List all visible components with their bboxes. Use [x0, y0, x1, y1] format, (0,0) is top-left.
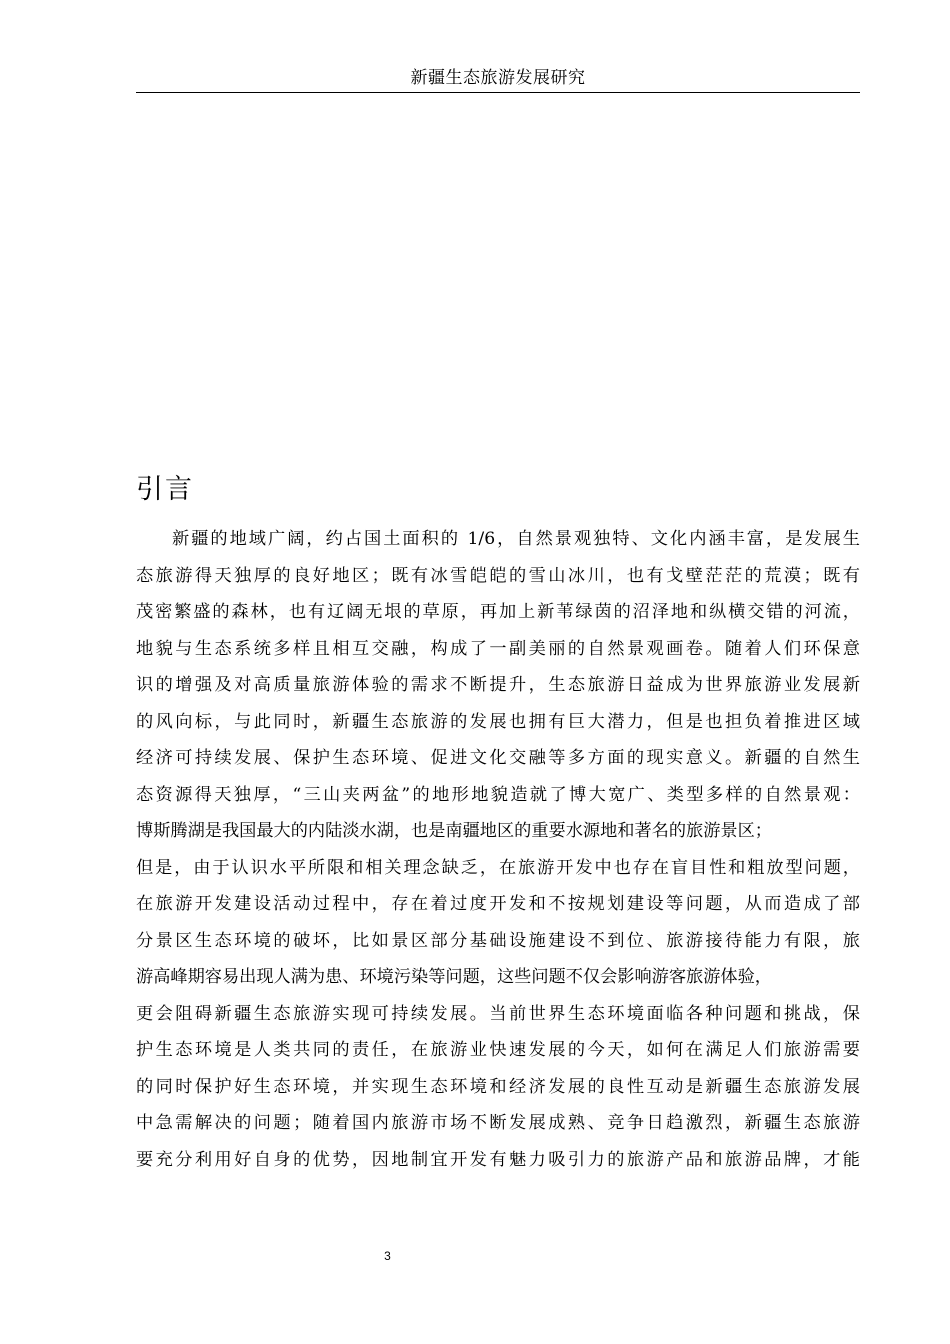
paragraph-line: 新疆的地域广阔，约占国土面积的 1/6，自然景观独特、文化内涵丰富，是发展生 [172, 529, 860, 549]
paragraph-line: 游高峰期容易出现人满为患、环境污染等问题，这些问题不仅会影响游客旅游体验， [136, 967, 772, 987]
paragraph-line: 要充分利用好自身的优势，因地制宜开发有魅力吸引力的旅游产品和旅游品牌，才能 [136, 1149, 860, 1170]
section-title: 引言 [136, 474, 194, 505]
paragraph-line: 态资源得天独厚，“三山夹两盆”的地形地貌造就了博大宽广、类型多样的自然景观： [136, 784, 860, 805]
paragraph-line: 护生态环境是人类共同的责任，在旅游业快速发展的今天，如何在满足人们旅游需要 [136, 1040, 860, 1060]
paragraph-line: 但是，由于认识水平所限和相关理念缺乏，在旅游开发中也存在盲目性和粗放型问题， [136, 857, 860, 878]
paragraph-line: 茂密繁盛的森林，也有辽阔无垠的草原，再加上新苇绿茵的沼泽地和纵横交错的河流， [136, 602, 860, 622]
paragraph-line: 地貌与生态系统多样且相互交融，构成了一副美丽的自然景观画卷。随着人们环保意 [136, 638, 860, 659]
paragraph-line: 在旅游开发建设活动过程中，存在着过度开发和不按规划建设等问题，从而造成了部 [136, 894, 860, 914]
body-paragraph [136, 521, 860, 1178]
header-rule [136, 92, 860, 93]
paragraph-line: 博斯腾湖是我国最大的内陆淡水湖，也是南疆地区的重要水源地和著名的旅游景区； [136, 821, 772, 841]
paragraph-line: 的同时保护好生态环境，并实现生态环境和经济发展的良性互动是新疆生态旅游发展 [136, 1076, 860, 1097]
running-header: 新疆生态旅游发展研究 [410, 68, 586, 88]
paragraph-line: 态旅游得天独厚的良好地区；既有冰雪皑皑的雪山冰川，也有戈壁茫茫的荒漠；既有 [136, 565, 860, 586]
paragraph-line: 识的增强及对高质量旅游体验的需求不断提升，生态旅游日益成为世界旅游业发展新 [136, 675, 860, 695]
paragraph-line: 的风向标，与此同时，新疆生态旅游的发展也拥有巨大潜力，但是也担负着推进区域 [136, 711, 860, 732]
page-number: 3 [384, 1249, 391, 1263]
paragraph-line: 分景区生态环境的破坏，比如景区部分基础设施建设不到位、旅游接待能力有限，旅 [136, 930, 860, 951]
paragraph-line: 经济可持续发展、保护生态环境、促进文化交融等多方面的现实意义。新疆的自然生 [136, 748, 860, 768]
paragraph-line: 中急需解决的问题；随着国内旅游市场不断发展成熟、竞争日趋激烈，新疆生态旅游 [136, 1113, 860, 1133]
paragraph-line: 更会阻碍新疆生态旅游实现可持续发展。当前世界生态环境面临各种问题和挑战，保 [136, 1003, 860, 1024]
